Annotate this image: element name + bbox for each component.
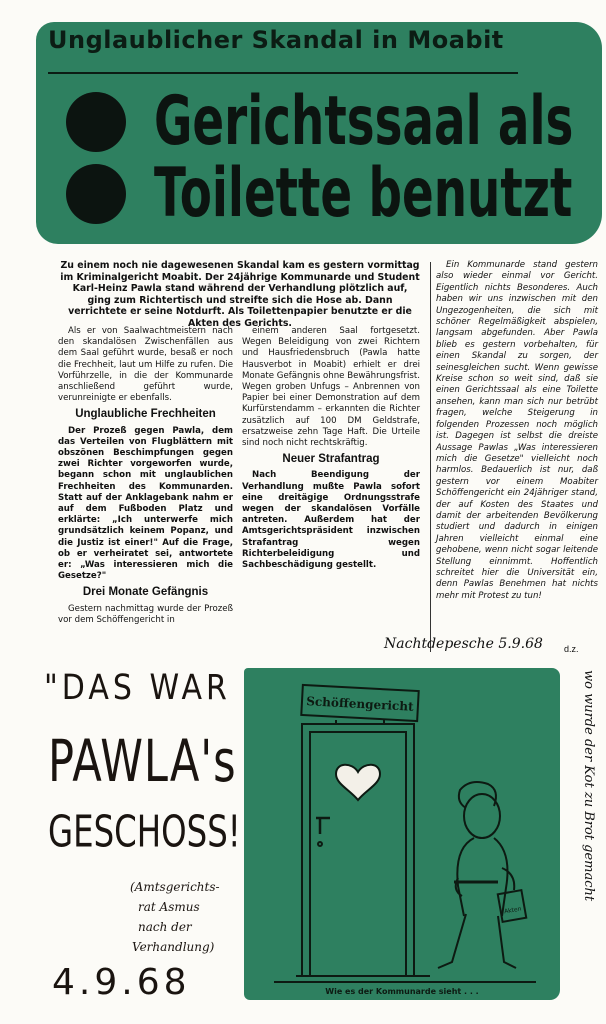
handwritten-date: 4.9.68 [52, 962, 191, 1003]
side-note-text: wo wurde der Kot zu Brot gemacht [581, 670, 596, 902]
column1-subheading: Drei Monate Gefängnis [82, 586, 209, 599]
handwriting-note: (Amtsgerichts- [130, 880, 220, 894]
lead-paragraph: Zu einem noch nie dagewesenen Skandal kam es gestern vormittag im Kriminalgericht Moabit. Der 24jährige Kommunarde und Student Karl-Heinz Pawla stand während der Verhandlung plötzlich auf, ging zum Richtertisch und streifte sich die Hose ab. Dann verrichtete er seine Notdurft. Als Toilettenpapier benutzte er die Akten des Gerichts. [60, 260, 420, 329]
bullet-dot-icon [66, 92, 126, 152]
article-column-1 [58, 326, 233, 626]
door-handle [316, 818, 330, 834]
commentary-paragraph: Ein Kommunarde stand gestern also wieder einmal vor Gericht. Eigentlich nichts Besonderes. Auch haben wir uns inzwischen mit den Ungezogenheiten, die sich mit schöner Regelmäßigkeit abspielen, langsam abgefunden. Aber Pawla blieb es gestern vorbehalten, für einen Skandal zu sorgen, der seinesgleichen sucht. Wenn gewisse Kreise schon so weit sind, daß sie einen Gerichtssaal als eine Toilette ansehen, kann man sich nur betrübt fragen, welche Steigerung in folgenden Prozessen noch möglich ist. Dagegen ist selbst die dreiste Aussage Pawlas „Was interessieren mich die Gesetze" vielleicht noch harmlos. Bedauerlich ist nur, daß gestern vor einem Moabiter Schöffengericht ein 24jähriger stand, der auf Kosten des Staates und damit der arbeitenden Bevölkerung studiert und dadurch in einigen Jahren vielleicht einmal eine gehobene, wenn nicht sogar leitende Stellung einnimmt. Hoffentlich schreitet hier die Universität ein, denn Pawlas Benehmen hat nichts mehr mit Protest zu tun! [436, 260, 598, 601]
handwriting-note: nach der [138, 920, 192, 934]
handwriting-line-2: PAWLA's [48, 728, 237, 796]
cartoon-panel [244, 668, 560, 1000]
side-note [574, 670, 598, 1010]
headline-line-2: Toilette benutzt [154, 154, 573, 233]
column2-paragraph: Nach Beendigung der Verhandlung mußte Pawla sofort eine dreitägige Ordnungsstrafe wegen der skandalösen Vorfälle antreten. Außerdem hat der Amtsgerichtspräsident inzwischen Strafantrag wegen Richterbeleidigung und Sachbeschädigung gestellt. [242, 470, 420, 571]
cartoon-caption: Wie es der Kommunarde sieht . . . [325, 987, 479, 996]
column2-paragraph: einem anderen Saal fortgesetzt. Wegen Beleidigung von zwei Richtern und Hausfriedensbruch (Pawla hatte Hausverbot in Moabit) erhielt er drei Monate Gefängnis ohne Bewährungsfrist. Wegen groben Unfugs – Anbrennen von Papier bei einer Demonstration auf dem Kurfürstendamm – erkannten die Richter zusätzlich auf 100 DM Geldstrafe, ersatzweise zehn Tage Haft. Die Urteile sind noch nicht rechtskräftig. [242, 326, 420, 449]
source-signature: Nachtdepesche 5.9.68 [384, 636, 543, 652]
kicker-rule [48, 72, 518, 74]
bullet-dot-icon [66, 164, 126, 224]
headline-line-1: Gerichtssaal als [154, 82, 574, 161]
cartoon-drawing [244, 668, 560, 1000]
handwriting-note: Verhandlung) [132, 940, 215, 954]
article-column-3 [436, 260, 598, 602]
column-divider [430, 262, 431, 652]
headline-kicker: Unglaublicher Skandal in Moabit [48, 26, 504, 54]
column1-subheading: Unglaubliche Frechheiten [75, 408, 216, 421]
handwriting-note: rat Asmus [138, 900, 200, 914]
door-leaf [310, 732, 406, 976]
handwriting-line-3: GESCHOSS! [48, 808, 241, 858]
handwriting-line-1: "DAS WAR [44, 668, 231, 709]
article-column-2 [242, 326, 420, 571]
heart-icon [336, 765, 380, 800]
court-sign-label: Schöffengericht [305, 694, 414, 714]
door-frame [302, 724, 414, 976]
author-initials: d.z. [564, 644, 579, 654]
column1-paragraph: Der Prozeß gegen Pawla, dem das Verteilen von Flugblättern mit obszönen Beschimpfungen gegen zwei Richter vorgeworfen wurde, begann schon mit unglaublichen Frechheiten des Kommunarden. Statt auf der Anklagebank nahm er auf dem Fußboden Platz und erklärte: „Ich unterwerfe mich grundsätzlich keinem Popanz, und die Justiz ist einer!" Auf die Frage, ob er verheiratet sei, antwortete er: „Was interessieren mich die Gesetze?" [58, 425, 233, 582]
column1-paragraph: Als er von Saalwachtmeistern nach den skandalösen Zwischenfällen aus dem Saal geführt wurde, besaß er noch die Frechheit, laut um Hilfe zu rufen. Die Vorführzelle, in die der Kommunarde anschließend geführt wurde, verunreinigte er ebenfalls. [58, 326, 233, 404]
column1-paragraph: Gestern nachmittag wurde der Prozeß vor dem Schöffengericht in [58, 603, 233, 625]
papers-label: Akten [503, 905, 522, 916]
papers-icon [498, 890, 526, 922]
column2-subheading: Neuer Strafantrag [282, 453, 380, 466]
